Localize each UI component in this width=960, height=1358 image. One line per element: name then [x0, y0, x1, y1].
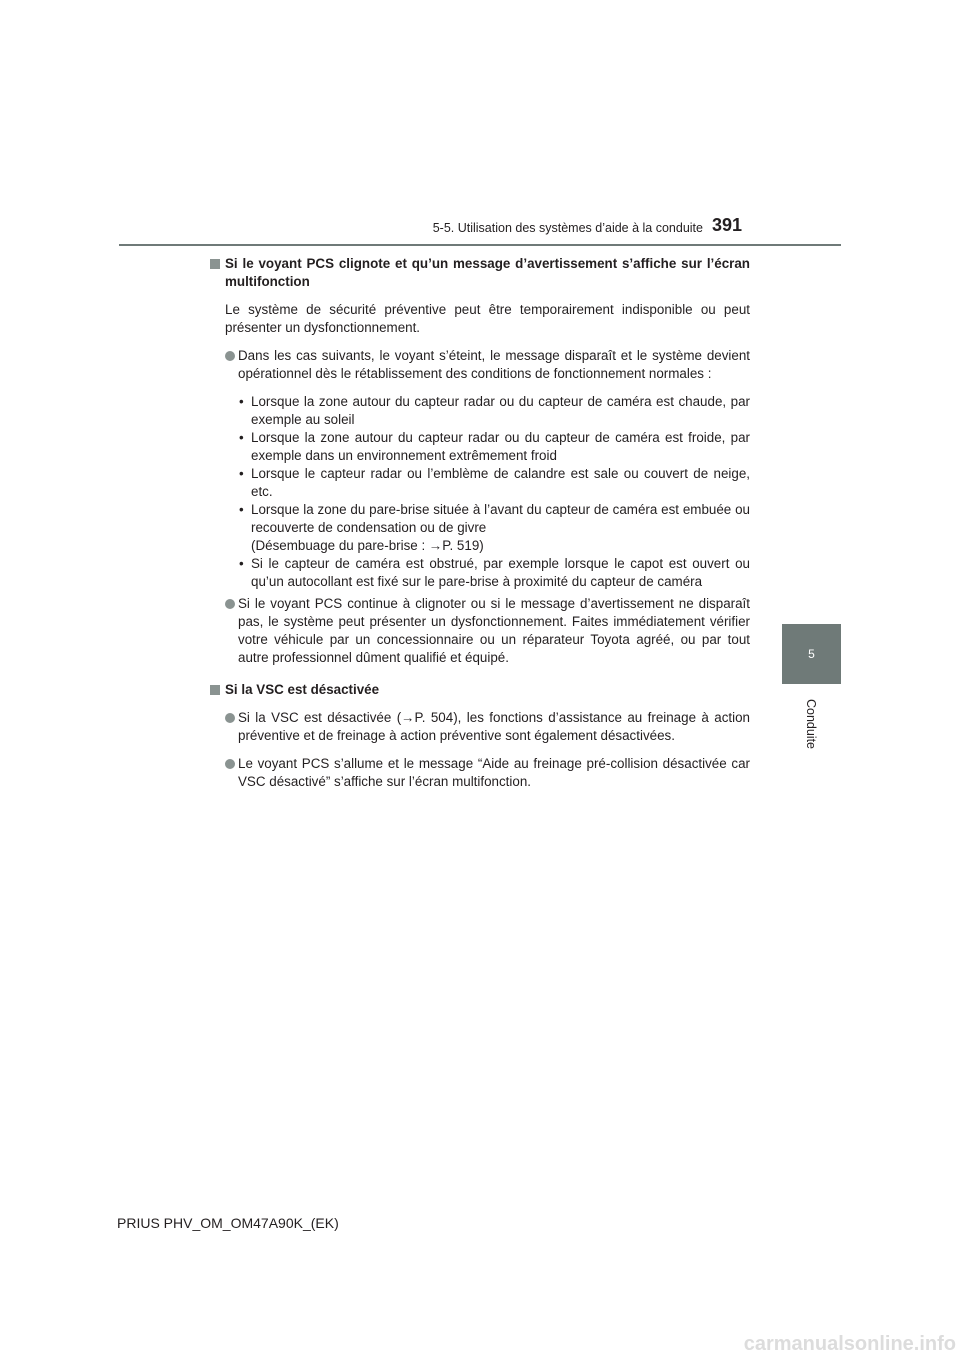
vsc-bullet-1-text[interactable]: Si la VSC est désactivée (→P. 504), les fonctions d’assistance au freinage à action préventive et de freinage à action préventive sont également désactivées.	[238, 710, 750, 743]
main-content	[210, 255, 750, 801]
round-bullet-icon	[225, 713, 235, 723]
chapter-number: 5	[808, 647, 815, 661]
defog-reference-link[interactable]: (Désembuage du pare-brise : →P. 519)	[251, 538, 484, 553]
condition-list	[210, 393, 750, 591]
pcs-bullet-2	[210, 595, 750, 667]
section-heading-pcs-text: Si le voyant PCS clignote et qu’un message d’avertissement s’affiche sur l’écran multifonction	[225, 256, 750, 289]
vsc-bullet-2-text: Le voyant PCS s’allume et le message “Aide au freinage pré-collision désactivée car VSC désactivé” s’affiche sur l’écran multifonction.	[238, 756, 750, 789]
square-bullet-icon	[210, 259, 220, 269]
page-number: 391	[712, 215, 743, 235]
header-divider	[119, 244, 841, 246]
list-item: • Si le capteur de caméra est obstrué, par exemple lorsque le capot est ouvert ou qu’un autocollant est fixé sur le pare-brise à proximité du capteur de caméra	[239, 556, 750, 589]
pcs-bullet-2-text: Si le voyant PCS continue à clignoter ou si le message d’avertissement ne disparaît pas, le système peut présenter un dysfonctionnement. Faites immédiatement vérifier votre véhicule par un concessionnaire ou un réparateur Toyota agréé, ou par tout autre professionnel dûment qualifié et équipé.	[238, 596, 750, 665]
list-item: • Lorsque la zone autour du capteur radar ou du capteur de caméra est chaude, par exemple au soleil	[239, 394, 750, 427]
round-bullet-icon	[225, 599, 235, 609]
section-title: 5-5. Utilisation des systèmes d’aide à la conduite	[432, 221, 703, 235]
chapter-label-text: Conduite	[804, 698, 819, 750]
section-heading-vsc-text: Si la VSC est désactivée	[225, 682, 380, 697]
watermark: carmanualsonline.info	[743, 1333, 956, 1355]
round-bullet-icon	[225, 351, 235, 361]
chapter-tab[interactable]	[782, 624, 841, 684]
vsc-bullet-1	[210, 709, 750, 745]
pcs-intro: Le système de sécurité préventive peut être temporairement indisponible ou peut présenter un dysfonctionnement.	[225, 302, 750, 335]
pcs-bullet-1	[210, 347, 750, 383]
list-item: • Lorsque le capteur radar ou l’emblème de calandre est sale ou couvert de neige, etc.	[239, 466, 750, 499]
document-code: PRIUS PHV_OM_OM47A90K_(EK)	[117, 1215, 339, 1231]
list-item: • Lorsque la zone autour du capteur radar ou du capteur de caméra est froide, par exemple dans un environnement extrêmement froid	[239, 430, 750, 463]
pcs-bullet-1-text: Dans les cas suivants, le voyant s’éteint, le message disparaît et le système devient opérationnel dès le rétablissement des conditions de fonctionnement normales :	[238, 348, 750, 381]
section-heading-pcs	[210, 255, 750, 291]
vsc-bullet-2	[210, 755, 750, 791]
square-bullet-icon	[210, 685, 220, 695]
list-item: • Lorsque la zone du pare-brise située à l’avant du capteur de caméra est embuée ou recouverte de condensation ou de givre (Désembuage du pare-brise : →P. 519)	[239, 502, 750, 553]
section-heading-vsc	[210, 681, 750, 699]
round-bullet-icon	[225, 759, 235, 769]
chapter-label	[782, 684, 841, 764]
